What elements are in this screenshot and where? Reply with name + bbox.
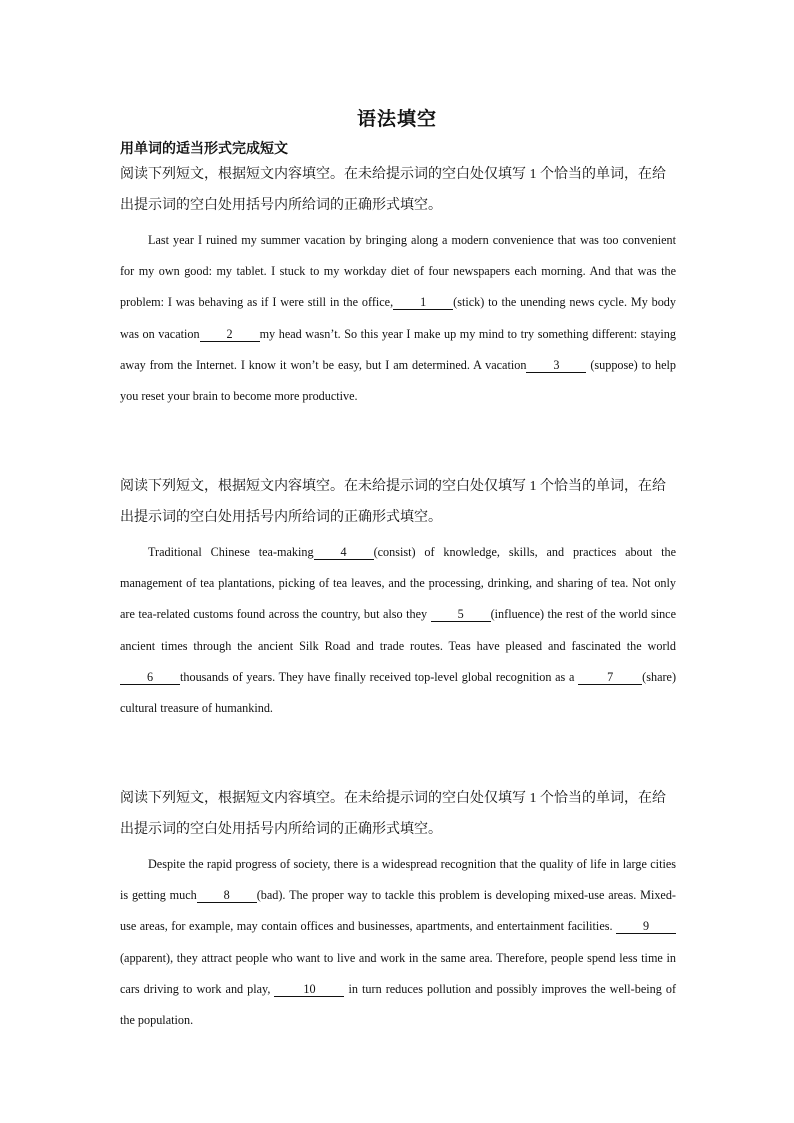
answer-blank-4[interactable]: 4 xyxy=(314,545,374,560)
passage-text: (bad). The proper way to tackle this problem is developing mixed-use areas. Mixed-use areas, for example, may contain offices and businesses, apartments, and entertainment facilities. xyxy=(120,888,676,934)
passage-section-1 xyxy=(120,159,676,412)
passage-text: Last year I ruined my summer vacation by bringing along a modern convenience that was too convenient for my own good: my tablet. I stuck to my workday diet of four newspapers each morning. And that was the problem: I was behaving as if I were still in the office, xyxy=(120,233,676,310)
answer-blank-9[interactable]: 9 xyxy=(616,919,676,934)
passage-text: thousands of years. They have finally received top-level global recognition as a xyxy=(180,669,575,684)
answer-blank-5[interactable]: 5 xyxy=(431,607,491,622)
instruction-text: 阅读下列短文，根据短文内容填空。在未给提示词的空白处仅填写 1 个恰当的单词，在给出提示词的空白处用括号内所给词的正确形式填空。 xyxy=(120,167,666,213)
passage-text: (consist) of knowledge, skills, and practices about the management of tea plantations, picking of tea leaves, and the processing, drinking, and sharing of tea. Not only are tea-related customs found across the country, but also they xyxy=(120,545,676,622)
page-title: 语法填空 xyxy=(356,109,437,130)
answer-blank-2[interactable]: 2 xyxy=(200,327,260,342)
passage-text: my head wasn’t. So this year I make up my mind to try something different: staying away from the Internet. I know it won’t be easy, but I am determined. A vacation xyxy=(120,326,676,372)
passage-text: Despite the rapid progress of society, there is a widespread recognition that the quality of life in large cities is getting much xyxy=(120,857,676,903)
passage-text: (share) cultural treasure of humankind. xyxy=(120,669,677,716)
passage-paragraph xyxy=(120,537,676,724)
instruction-text: 阅读下列短文，根据短文内容填空。在未给提示词的空白处仅填写 1 个恰当的单词，在给出提示词的空白处用括号内所给词的正确形式填空。 xyxy=(120,791,666,837)
passage-text: (influence) the rest of the world since ancient times through the ancient Silk Road and trade routes. Teas have pleased and fascinated the world xyxy=(120,607,677,653)
answer-blank-8[interactable]: 8 xyxy=(197,888,257,903)
answer-blank-6[interactable]: 6 xyxy=(120,670,180,685)
answer-blank-3[interactable]: 3 xyxy=(526,358,586,373)
section-subtitle: 用单词的适当形式完成短文 xyxy=(120,142,288,157)
passage-section-2 xyxy=(120,471,676,724)
instruction-text: 阅读下列短文，根据短文内容填空。在未给提示词的空白处仅填写 1 个恰当的单词，在给出提示词的空白处用括号内所给词的正确形式填空。 xyxy=(120,479,666,525)
passage-paragraph xyxy=(120,849,676,1036)
answer-blank-10[interactable]: 10 xyxy=(274,982,344,997)
passage-paragraph xyxy=(120,225,676,412)
passage-text: in turn reduces pollution and possibly improves the well-being of the population. xyxy=(120,981,677,1028)
passage-section-3 xyxy=(120,783,676,1036)
passage-text: Traditional Chinese tea-making xyxy=(148,545,314,559)
passage-text: (apparent), they attract people who want to live and work in the same area. Therefore, people spend less time in cars driving to work and play, xyxy=(120,950,676,996)
passage-text: (suppose) to help you reset your brain to become more productive. xyxy=(120,357,676,404)
passage-text: (stick) to the unending news cycle. My body was on vacation xyxy=(120,295,676,341)
answer-blank-1[interactable]: 1 xyxy=(393,295,453,310)
answer-blank-7[interactable]: 7 xyxy=(578,670,642,685)
